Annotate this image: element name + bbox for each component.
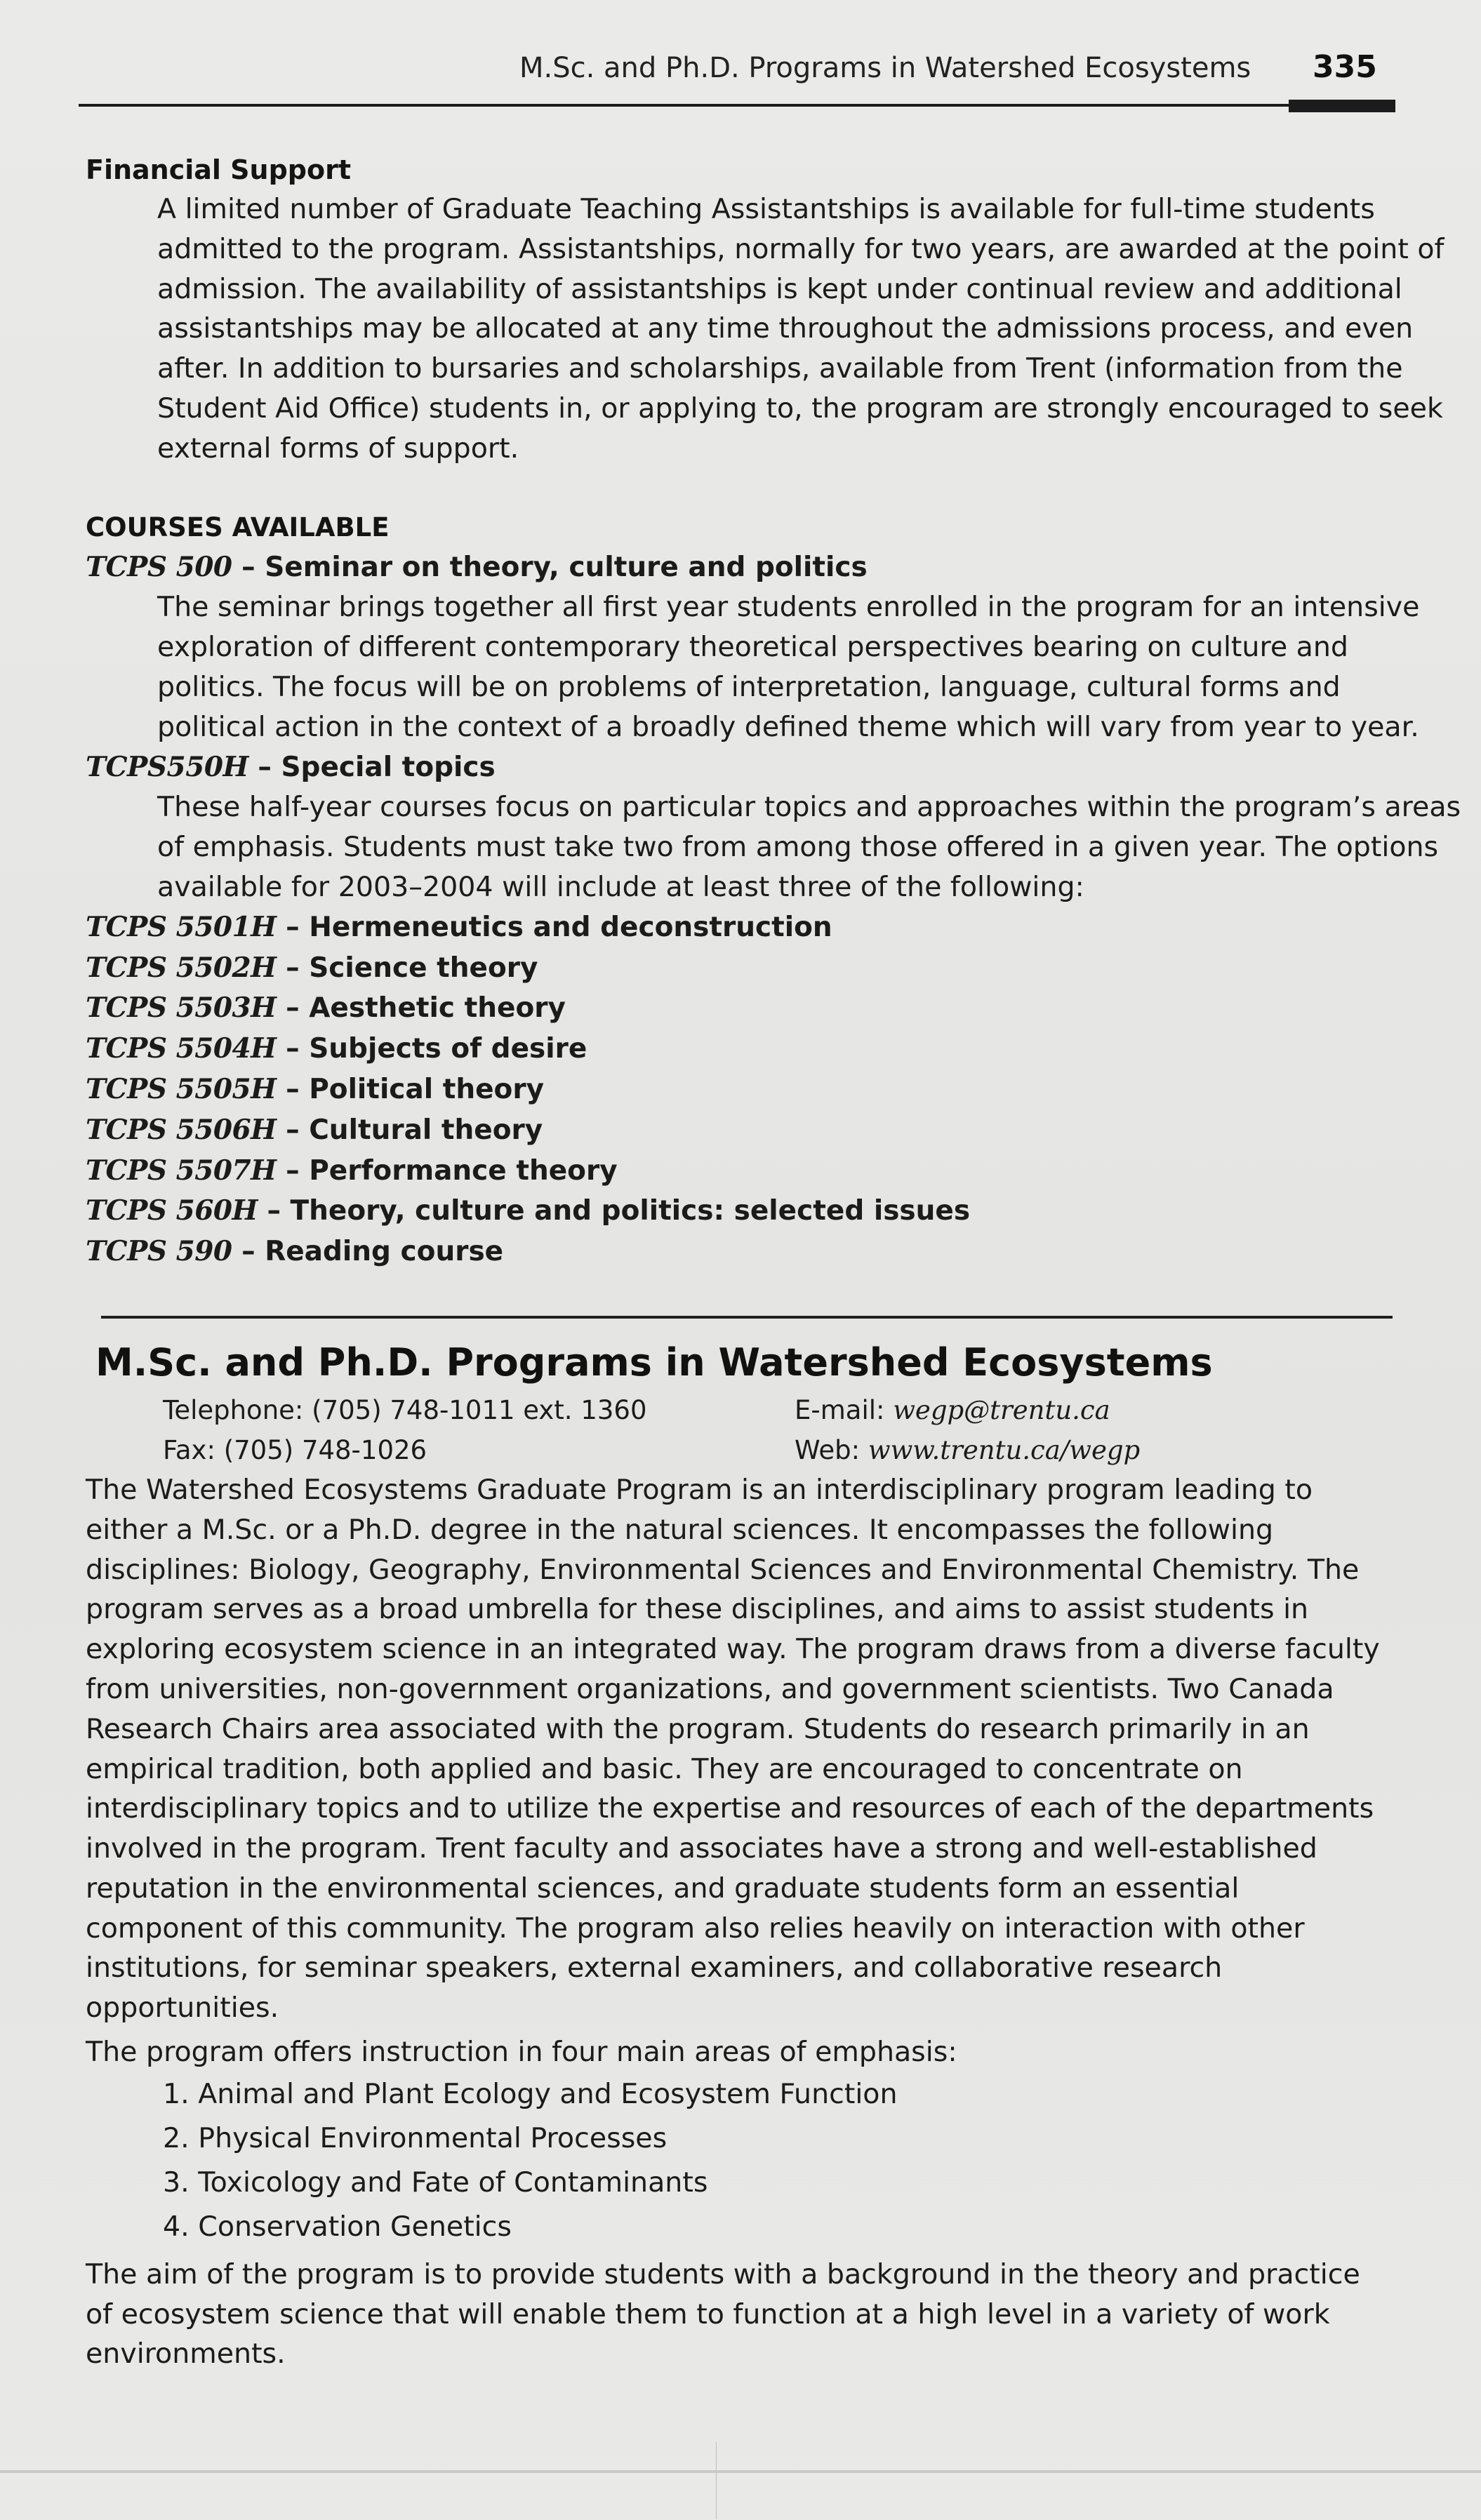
watershed-section [86,1337,1398,2374]
course-code: TCPS 500 [86,550,232,583]
area-item: 3. Toxicology and Fate of Contaminants [163,2166,708,2199]
course-title: Theory, culture and politics: selected issues [290,1195,971,1227]
course-code: TCPS 5501H [86,910,277,943]
course-list-item: TCPS 5503H – Aesthetic theory [86,992,566,1025]
area-item: 1. Animal and Plant Ecology and Ecosystem Function [163,2077,898,2110]
header-tab-marker [1289,100,1395,112]
course-description-tcps500: The seminar brings together all first year students enrolled in the program for an intensive exploration of different contemporary theoretical perspectives bearing on culture and politics. The focus will be on problems of interpretation, language, cultural forms and political action in the context of a broadly defined theme which will vary from year to year. [157,591,1420,743]
course-list-item: TCPS 5507H – Performance theory [86,1154,618,1187]
fax-label: Fax: [163,1434,215,1465]
financial-support-section [86,150,1445,469]
email-line [795,1390,1110,1430]
program-aim: The aim of the program is to provide students with a background in the theory and practice of ecosystem science that will enable them to function at a high level in a variety of work environments. [86,2258,1360,2371]
areas-of-emphasis-list [86,2072,1398,2249]
course-code: TCPS 5507H [86,1154,277,1187]
course-heading-tcps500: TCPS 500 – Seminar on theory, culture and politics [86,550,868,583]
page-content [86,150,1461,2374]
telephone-label: Telephone: [163,1394,304,1425]
email-label: E-mail: [795,1394,885,1425]
course-list-item: TCPS 5502H – Science theory [86,951,538,984]
email-link[interactable]: wegp@trentu.ca [893,1394,1110,1425]
course-title: Reading course [265,1236,504,1268]
area-item: 2. Physical Environmental Processes [163,2121,668,2154]
course-code: TCPS 5506H [86,1113,277,1146]
course-title: Aesthetic theory [309,992,566,1025]
page-edge [0,2470,1481,2473]
header-rule [79,104,1394,107]
web-link[interactable]: www.trentu.ca/wegp [868,1434,1141,1465]
course-code: TCPS 5502H [86,951,277,984]
course-title: Cultural theory [309,1114,543,1146]
course-code: TCPS 5505H [86,1072,277,1105]
course-list-item: TCPS 5504H – Subjects of desire [86,1032,587,1065]
course-heading-tcps550: TCPS550H – Special topics [86,750,496,783]
telephone-number: (705) 748-1011 ext. 1360 [312,1394,647,1425]
courses-section [86,508,1461,1272]
running-header-title: M.Sc. and Ph.D. Programs in Watershed Ecosystems [519,52,1251,84]
fax-line [163,1430,427,1470]
financial-support-heading: Financial Support [86,154,352,185]
section-title: M.Sc. and Ph.D. Programs in Watershed Ecosystems [95,1340,1213,1385]
course-title: Hermeneutics and deconstruction [309,911,832,943]
course-list-item: TCPS 590 – Reading course [86,1235,504,1268]
course-code: TCPS 590 [86,1235,232,1268]
area-item: 4. Conservation Genetics [163,2210,512,2243]
course-code: TCPS 5504H [86,1032,277,1065]
course-title: Performance theory [309,1154,618,1187]
section-divider [101,1316,1393,1319]
page-fold [716,2442,717,2519]
web-line [795,1430,1140,1470]
course-description-tcps550: These half-year courses focus on particular topics and approaches within the program’s areas of emphasis. Students must take two from among those offered in a given year. The options available for 2003–2004 will include at least three of the following: [157,791,1461,903]
course-code: TCPS 5503H [86,992,277,1025]
course-code: TCPS 560H [86,1194,258,1227]
fax-number: (705) 748-1026 [223,1434,427,1465]
course-title: Seminar on theory, culture and politics [265,551,868,583]
course-list-item: TCPS 560H – Theory, culture and politics: selected issues [86,1194,971,1227]
areas-intro: The program offers instruction in four main areas of emphasis: [86,2036,957,2069]
course-title: Political theory [309,1073,545,1105]
course-list-item: TCPS 5501H – Hermeneutics and deconstruction [86,910,832,943]
course-title: Science theory [309,952,538,984]
contact-block [86,1389,1398,1469]
course-list-item: TCPS 5506H – Cultural theory [86,1113,543,1146]
program-introduction: The Watershed Ecosystems Graduate Program is an interdisciplinary program leading to either a M.Sc. or a Ph.D. degree in the natural sciences. It encompasses the following disciplines: Biology, Geography, Environmental Sciences and Environmental Chemistry. The program serves as a broad umbrella for these disciplines, and aims to assist students in exploring ecosystem science in an integrated way. The program draws from a diverse faculty from universities, non-government organizations, and government scientists. Two Canada Research Chairs area associated with the program. Students do research primarily in an empirical tradition, both applied and basic. They are encouraged to concentrate on interdisciplinary topics and to utilize the expertise and resources of each of the departments involved in the program. Trent faculty and associates have a strong and well-established reputation in the environmental sciences, and graduate students form an essential component of this community. The program also relies heavily on interaction with other institutions, for seminar speakers, external examiners, and collaborative research opportunities. [86,1473,1380,2025]
course-list [86,907,1398,1272]
course-title: Subjects of desire [309,1033,587,1065]
page-number: 335 [1313,49,1377,85]
course-list-item: TCPS 5505H – Political theory [86,1072,545,1105]
course-title: Special topics [281,751,496,783]
telephone-line [163,1390,647,1430]
course-code: TCPS550H [86,750,248,783]
courses-heading: COURSES AVAILABLE [86,512,390,542]
web-label: Web: [795,1434,861,1465]
financial-support-text: A limited number of Graduate Teaching Assistantships is available for full-time students admitted to the program. Assistantships, normally for two years, are awarded at the point of admission. The availability of assistantships is kept under continual review and additional assistantships may be allocated at any time throughout the admissions process, and even after. In addition to bursaries and scholarships, available from Trent (information from the Student Aid Office) students in, or applying to, the program are strongly encouraged to seek external forms of support. [157,193,1445,465]
